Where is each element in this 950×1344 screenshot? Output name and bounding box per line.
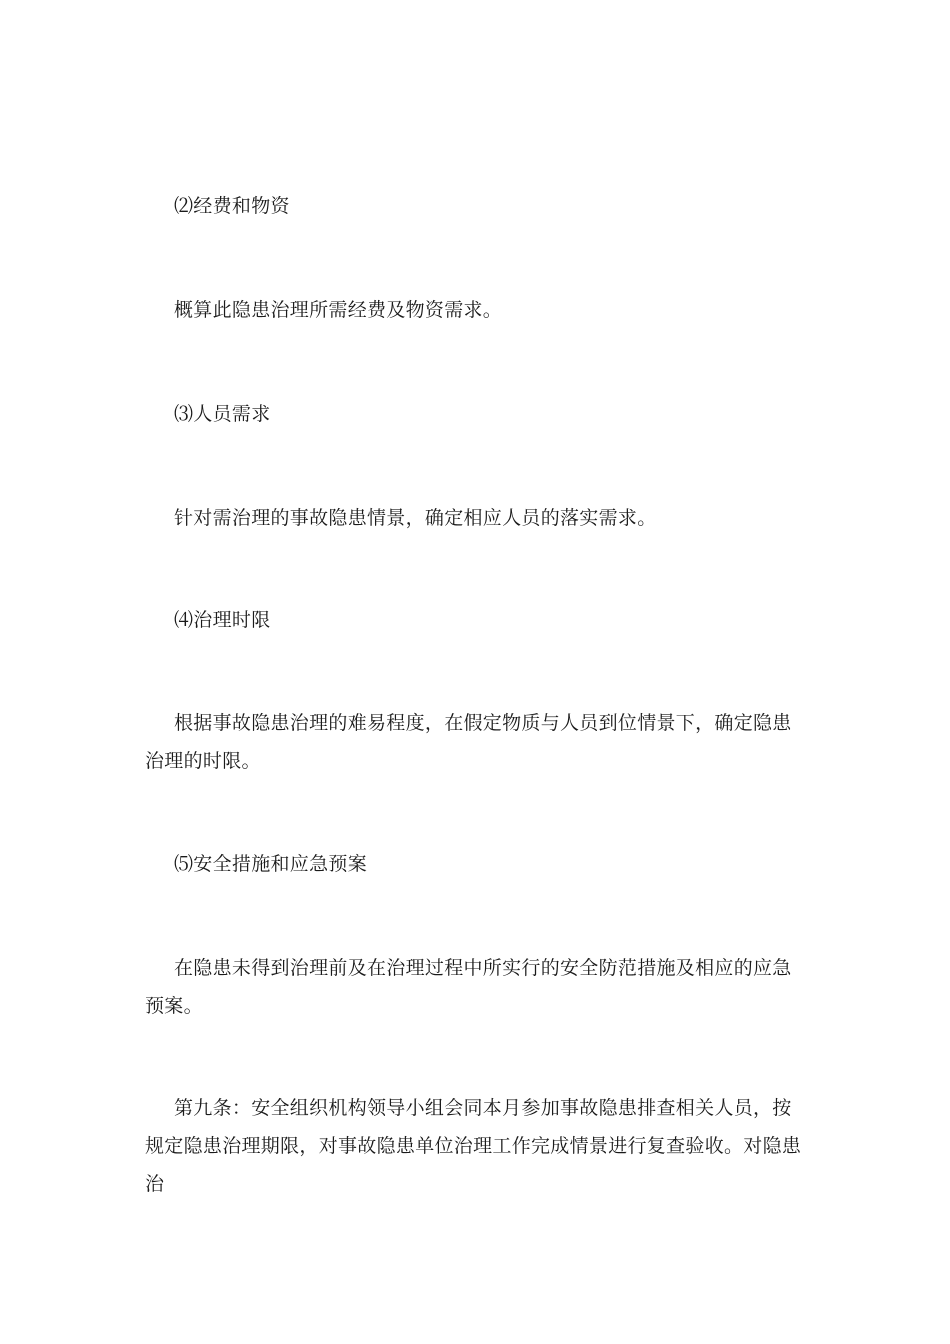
paragraph-timeline: 根据事故隐患治理的难易程度，在假定物质与人员到位情景下，确定隐患治理的时限。 (145, 712, 792, 772)
section-heading-funding: ⑵经费和物资 (174, 195, 290, 217)
paragraph-safety: 在隐患未得到治理前及在治理过程中所实行的安全防范措施及相应的应急预案。 (145, 957, 792, 1017)
paragraph-personnel: 针对需治理的事故隐患情景，确定相应人员的落实需求。 (174, 507, 657, 529)
paragraph-funding: 概算此隐患治理所需经费及物资需求。 (174, 299, 503, 321)
paragraph-article-nine: 第九条：安全组织机构领导小组会同本月参加事故隐患排查相关人员，按规定隐患治理期限，对事故隐患单位治理工作完成情景进行复查验收。对隐患治 (145, 1097, 802, 1195)
section-heading-timeline: ⑷治理时限 (174, 609, 271, 631)
section-heading-safety: ⑸安全措施和应急预案 (174, 853, 368, 875)
section-heading-personnel: ⑶人员需求 (174, 403, 271, 425)
